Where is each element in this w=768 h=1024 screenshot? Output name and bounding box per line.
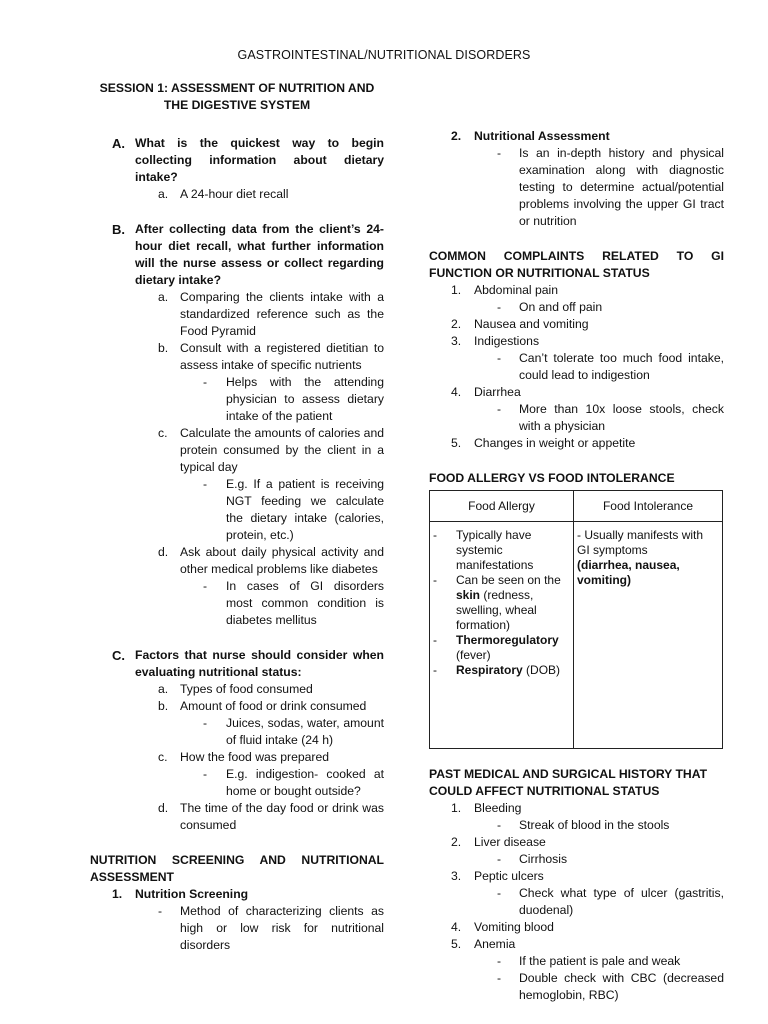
list-sub-item: - More than 10x loose stools, check with a physician	[497, 402, 724, 433]
intolerance-cell: - Usually manifests with GI symptoms (diarrhea, nausea, vomiting)	[574, 522, 723, 749]
list-sub-item: - Juices, sodas, water, amount of fluid intake (24 h)	[203, 716, 384, 747]
list-item: c. Calculate the amounts of calories and protein consumed by the client in a typical day	[158, 426, 384, 474]
allergy-table	[429, 490, 723, 749]
section-heading: PAST MEDICAL AND SURGICAL HISTORY THAT COULD AFFECT NUTRITIONAL STATUS	[429, 767, 708, 798]
list-item: - Typically have systemic manifestations	[433, 528, 534, 572]
list-item: c. How the food was prepared	[158, 750, 330, 764]
table-header-food-intolerance: Food Intolerance	[574, 491, 723, 522]
list-item: 4. Diarrhea	[451, 385, 521, 399]
list-item: 2. Liver disease	[451, 835, 546, 849]
list-item: d. The time of the day food or drink was consumed	[158, 801, 384, 832]
list-item: 3. Peptic ulcers	[451, 869, 544, 883]
allergy-cell	[430, 522, 574, 749]
list-sub-item: - Can’t tolerate too much food intake, could lead to indigestion	[497, 351, 724, 382]
right-column	[429, 128, 724, 1004]
list-item: 5. Anemia	[451, 937, 516, 951]
list-sub-item: - E.g. indigestion- cooked at home or bought outside?	[203, 767, 384, 798]
document-title: GASTROINTESTINAL/NUTRITIONAL DISORDERS	[237, 48, 531, 62]
answer-item: a. A 24-hour diet recall	[158, 187, 289, 201]
list-sub-item: - Double check with CBC (decreased hemoglobin, RBC)	[497, 971, 724, 1002]
list-sub-item: - In cases of GI disorders most common condition is diabetes mellitus	[203, 579, 384, 627]
list-item: 2. Nutritional Assessment	[451, 129, 610, 143]
list-sub-item: - Helps with the attending physician to assess dietary intake of the patient	[203, 375, 384, 423]
left-column	[90, 80, 384, 954]
list-item: 5. Changes in weight or appetite	[451, 436, 636, 450]
section-heading: FOOD ALLERGY VS FOOD INTOLERANCE	[429, 471, 675, 485]
question-a: A. What is the quickest way to begin collecting information about dietary intake?	[112, 136, 384, 184]
list-item: - Respiratory (DOB)	[433, 663, 561, 677]
list-item: 1. Nutrition Screening	[112, 887, 249, 901]
question-letter: C.	[112, 648, 125, 663]
list-item: a. Types of food consumed	[158, 682, 313, 696]
section-heading: COMMON COMPLAINTS RELATED TO GI FUNCTION OR NUTRITIONAL STATUS	[429, 249, 724, 280]
question-letter: A.	[112, 136, 125, 151]
list-item: - Thermoregulatory (fever)	[433, 633, 559, 662]
list-sub-item: - Streak of blood in the stools	[497, 818, 670, 832]
question-letter: B.	[112, 222, 125, 237]
session-heading: SESSION 1: ASSESSMENT OF NUTRITION AND THE DIGESTIVE SYSTEM	[99, 81, 375, 112]
list-sub-item: - If the patient is pale and weak	[497, 954, 681, 968]
list-sub-item: - Cirrhosis	[497, 852, 568, 866]
list-item: b. Amount of food or drink consumed	[158, 699, 367, 713]
list-item: 3. Indigestions	[451, 334, 540, 348]
table-header-food-allergy: Food Allergy	[430, 491, 574, 522]
question-b: B. After collecting data from the client’s 24-hour diet recall, what further information will the nurse assess or collect regarding dietary intake?	[112, 222, 384, 287]
list-item: d. Ask about daily physical activity and other medical problems like diabetes	[158, 545, 384, 576]
list-item: 1. Abdominal pain	[451, 283, 559, 297]
list-sub-item: - On and off pain	[497, 300, 603, 314]
list-item: 4. Vomiting blood	[451, 920, 554, 934]
section-heading: NUTRITION SCREENING AND NUTRITIONAL ASSESSMENT	[90, 853, 384, 884]
list-item: a. Comparing the clients intake with a standardized reference such as the Food Pyramid	[158, 290, 384, 338]
list-item: 2. Nausea and vomiting	[451, 317, 589, 331]
list-sub-item: - Is an in-depth history and physical examination along with diagnostic testing to determine actual/potential problems involving the upper GI tract or nutrition	[497, 146, 724, 228]
list-sub-item: - E.g. If a patient is receiving NGT feeding we calculate the dietary intake (calories, protein, etc.)	[203, 477, 384, 542]
list-item: - Can be seen on the skin (redness, swelling, wheal formation)	[433, 573, 561, 632]
list-sub-item: - Check what type of ulcer (gastritis, duodenal)	[497, 886, 724, 917]
list-item: b. Consult with a registered dietitian to assess intake of specific nutrients	[158, 341, 384, 372]
question-c: C. Factors that nurse should consider when evaluating nutritional status:	[112, 648, 384, 679]
list-sub-item: - Method of characterizing clients as high or low risk for nutritional disorders	[158, 904, 384, 952]
list-item: 1. Bleeding	[451, 801, 522, 815]
